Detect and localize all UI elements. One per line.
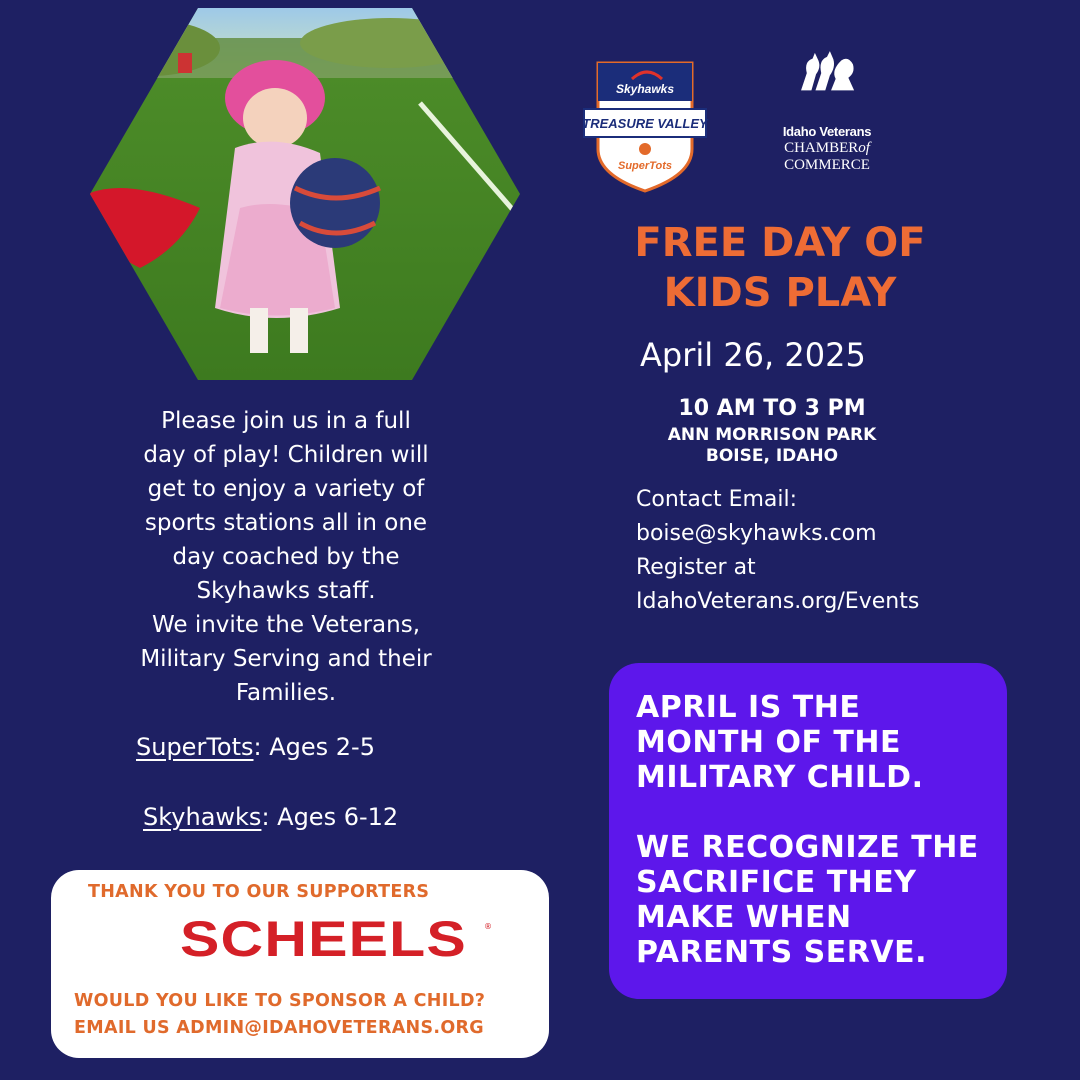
idaho-veterans-logo: [772, 50, 882, 125]
of-word: of: [858, 140, 870, 156]
svg-text:TREASURE VALLEY: TREASURE VALLEY: [582, 116, 708, 131]
supporters-title: THANK YOU TO OUR SUPPORTERS: [88, 882, 430, 902]
intro-line: We invite the Veterans,: [151, 612, 421, 638]
skyhawks-link[interactable]: Skyhawks: [143, 803, 262, 831]
veterans-chamber: [762, 140, 892, 174]
event-location: [600, 425, 944, 467]
military-line: APRIL IS THE: [636, 690, 861, 725]
age-skyhawks: [143, 803, 398, 831]
military-para-1: [636, 690, 996, 795]
contact-email-link[interactable]: boise@skyhawks.com: [636, 521, 877, 546]
intro-line: Families.: [235, 680, 337, 706]
commerce-word: COMMERCE: [784, 157, 870, 173]
scheels-logo: SCHEELS: [180, 911, 467, 967]
sponsor-call: [74, 988, 485, 1042]
military-para-2: [636, 830, 996, 970]
child-photo: [90, 8, 520, 380]
military-line: WE RECOGNIZE THE: [636, 830, 979, 865]
age-range: : Ages 6-12: [261, 803, 399, 831]
sponsor-email-link[interactable]: EMAIL US ADMIN@IDAHOVETERANS.ORG: [74, 1018, 484, 1038]
register-label: Register at: [636, 555, 756, 580]
venue: ANN MORRISON PARK: [667, 425, 877, 445]
intro-line: Please join us in a full: [161, 408, 411, 434]
title-line-1: FREE DAY OF: [634, 220, 926, 266]
age-supertots: [136, 733, 375, 761]
registered-mark: ®: [484, 922, 492, 931]
intro-line: Military Serving and their: [140, 646, 432, 672]
military-line: SACRIFICE THEY: [636, 865, 917, 900]
intro-line: sports stations all in one: [144, 510, 428, 536]
military-line: MONTH OF THE: [636, 725, 901, 760]
intro-line: Skyhawks staff.: [196, 578, 376, 604]
veterans-name: Idaho Veterans: [782, 124, 872, 139]
skyhawks-logo: [582, 57, 708, 193]
sponsor-ask: WOULD YOU LIKE TO SPONSOR A CHILD?: [74, 991, 486, 1011]
military-line: MILITARY CHILD.: [636, 760, 924, 795]
military-child-text: [636, 690, 996, 970]
military-line: MAKE WHEN: [636, 900, 852, 935]
contact-label: Contact Email:: [636, 487, 798, 512]
chamber-word: CHAMBER: [784, 140, 859, 156]
supertots-link[interactable]: SuperTots: [136, 733, 254, 761]
age-range: : Ages 2-5: [253, 733, 375, 761]
intro-line: get to enjoy a variety of: [147, 476, 425, 502]
event-time: 10 AM TO 3 PM: [678, 396, 866, 421]
city: BOISE, IDAHO: [705, 446, 839, 466]
intro-line: day coached by the: [172, 544, 400, 570]
svg-text:SuperTots: SuperTots: [618, 160, 672, 172]
register-link[interactable]: IdahoVeterans.org/Events: [636, 589, 920, 614]
intro-text: [108, 404, 464, 710]
military-line: PARENTS SERVE.: [636, 935, 927, 970]
event-title: [610, 218, 950, 318]
title-line-2: KIDS PLAY: [663, 270, 897, 316]
svg-text:Skyhawks: Skyhawks: [615, 82, 675, 96]
contact-block: [636, 483, 919, 619]
intro-line: day of play! Children will: [143, 442, 429, 468]
event-date: April 26, 2025: [640, 336, 866, 374]
